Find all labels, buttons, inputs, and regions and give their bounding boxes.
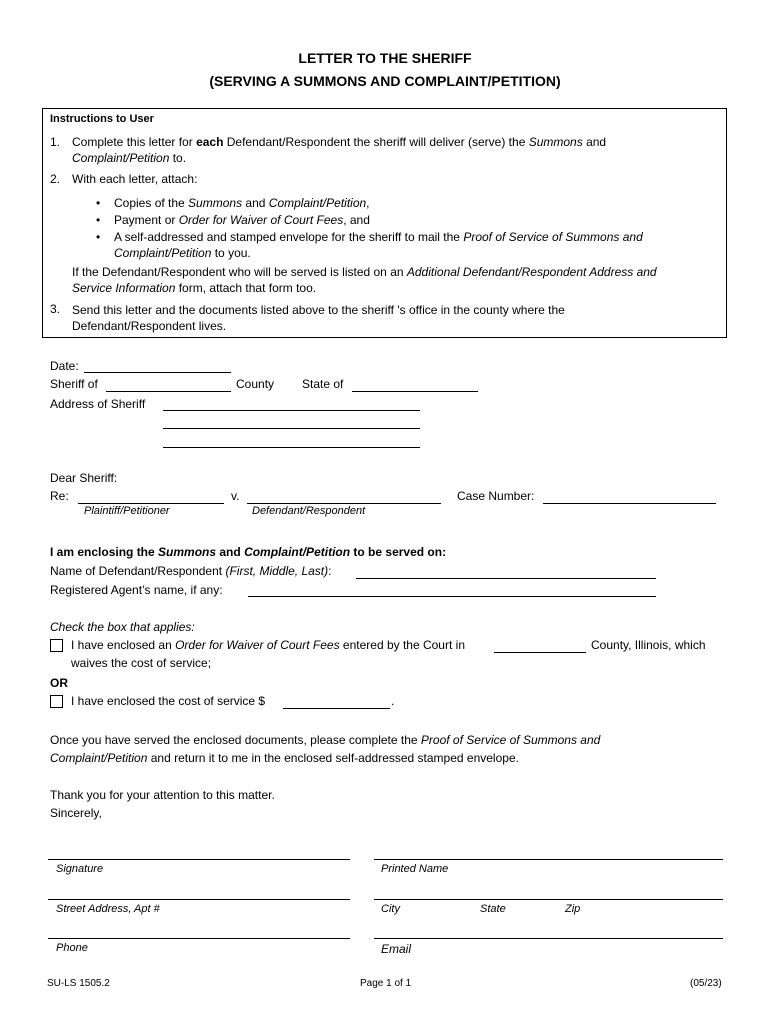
salutation: Dear Sheriff:	[50, 471, 118, 485]
signature-line[interactable]	[48, 859, 350, 860]
plaintiff-caption: Plaintiff/Petitioner	[84, 505, 170, 517]
sheriff-address-line-2[interactable]	[163, 428, 420, 429]
plaintiff-field[interactable]	[78, 503, 224, 504]
list-item: • Copies of the Summons and Complaint/Petition,	[92, 195, 702, 211]
defendant-caption: Defendant/Respondent	[252, 505, 366, 517]
page-number: Page 1 of 1	[360, 978, 412, 989]
street-caption: Street Address, Apt #	[56, 903, 160, 915]
registered-agent-field[interactable]	[248, 596, 656, 597]
signature-caption: Signature	[56, 863, 104, 875]
return-instructions: Once you have served the enclosed documents, please complete the Proof of Service of Summons and Complaint/Petition and return it to me in the enclosed self-addressed stamped envelope.	[50, 733, 601, 765]
sheriff-county-field[interactable]	[106, 391, 231, 392]
sheriff-of-label: Sheriff of	[50, 377, 98, 391]
thanks-text: Thank you for your attention to this matter.	[50, 788, 275, 802]
sheriff-address-line-3[interactable]	[163, 447, 420, 448]
page-subtitle: (SERVING A SUMMONS AND COMPLAINT/PETITION)	[209, 73, 561, 89]
state-of-label: State of	[302, 377, 344, 391]
sincerely-text: Sincerely,	[50, 806, 102, 820]
instruction-note: If the Defendant/Respondent who will be served is listed on an Additional Defendant/Respondent Address and Service Information form, attach that form too.	[72, 265, 657, 295]
defendant-field[interactable]	[247, 503, 441, 504]
instruction-1: Complete this letter for each Defendant/Respondent the sheriff will deliver (serve) the Summons and Complaint/Petition to.	[72, 135, 607, 165]
printed-name-line[interactable]	[374, 859, 723, 860]
waiver-option-text: I have enclosed an Order for Waiver of Court Fees entered by the Court in	[71, 638, 465, 652]
county-label: County	[236, 377, 275, 391]
list-item: • Payment or Order for Waiver of Court Fees, and	[92, 212, 702, 228]
attachment-list	[92, 195, 702, 262]
defendant-name-field[interactable]	[356, 578, 656, 579]
instruction-3: Send this letter and the documents listed above to the sheriff 's office in the county where the Defendant/Respondent lives.	[72, 303, 565, 333]
street-address-line[interactable]	[48, 899, 350, 900]
registered-agent-label: Registered Agent’s name, if any:	[50, 583, 223, 597]
instructions-heading: Instructions to User	[50, 113, 154, 125]
cost-period: .	[391, 694, 395, 708]
email-line[interactable]	[374, 938, 723, 939]
defendant-name-label: Name of Defendant/Respondent (First, Middle, Last):	[50, 564, 332, 578]
state-caption: State	[480, 903, 506, 915]
city-state-zip-line[interactable]	[374, 899, 723, 900]
printed-name-caption: Printed Name	[381, 863, 449, 875]
email-caption: Email	[381, 942, 412, 956]
case-number-field[interactable]	[543, 503, 716, 504]
case-number-label: Case Number:	[457, 489, 535, 503]
revision-date: (05/23)	[690, 978, 722, 989]
check-heading: Check the box that applies:	[50, 620, 195, 634]
list-item: • A self-addressed and stamped envelope for the sheriff to mail the Proof of Service of Summons and Complaint/Petition to you.	[92, 229, 702, 261]
phone-line[interactable]	[48, 938, 350, 939]
date-field[interactable]	[84, 372, 231, 373]
sheriff-address-line-1[interactable]	[163, 410, 420, 411]
instruction-number-3: 3.	[50, 302, 61, 316]
instruction-number-2: 2.	[50, 172, 61, 186]
phone-caption: Phone	[56, 942, 88, 954]
cost-option-text: I have enclosed the cost of service $	[71, 694, 266, 708]
cost-checkbox[interactable]	[50, 695, 63, 708]
or-separator: OR	[50, 676, 68, 690]
waiver-county-field[interactable]	[494, 652, 586, 653]
re-label: Re:	[50, 489, 69, 503]
address-of-sheriff-label: Address of Sheriff	[50, 397, 146, 411]
zip-caption: Zip	[565, 903, 581, 915]
instruction-2: With each letter, attach:	[72, 172, 198, 186]
enclosing-statement: I am enclosing the Summons and Complaint/Petition to be served on:	[50, 545, 447, 559]
sheriff-state-field[interactable]	[352, 391, 478, 392]
form-id: SU-LS 1505.2	[47, 978, 110, 989]
cost-amount-field[interactable]	[283, 708, 390, 709]
city-caption: City	[381, 903, 400, 915]
page-title: LETTER TO THE SHERIFF	[298, 50, 472, 66]
waiver-option-line2: waives the cost of service;	[71, 656, 212, 670]
instruction-number-1: 1.	[50, 135, 61, 149]
versus-label: v.	[231, 489, 240, 503]
waiver-county-suffix: County, Illinois, which	[591, 638, 706, 652]
waiver-checkbox[interactable]	[50, 639, 63, 652]
date-label: Date:	[50, 359, 79, 373]
